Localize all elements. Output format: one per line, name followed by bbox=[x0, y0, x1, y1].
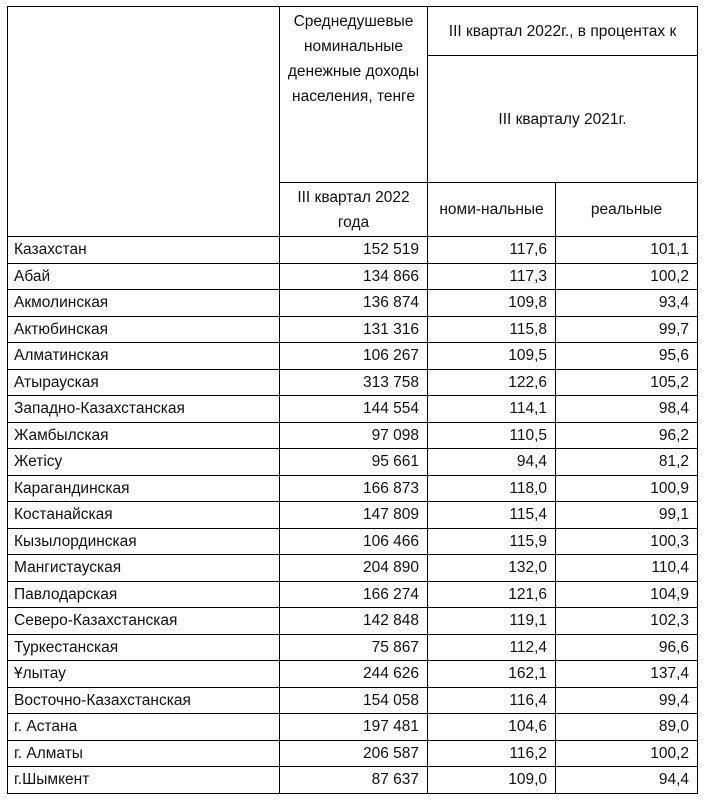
income-cell: 244 626 bbox=[280, 661, 428, 688]
table-row bbox=[8, 263, 698, 290]
table-row bbox=[8, 237, 698, 264]
income-cell: 142 848 bbox=[280, 608, 428, 635]
income-period-header: III квартал 2022 года bbox=[280, 183, 428, 237]
comparison-base-header: III кварталу 2021г. bbox=[428, 56, 698, 183]
table-row bbox=[8, 555, 698, 582]
income-cell: 166 873 bbox=[280, 475, 428, 502]
table-body bbox=[8, 237, 698, 794]
table-row bbox=[8, 449, 698, 476]
income-cell: 147 809 bbox=[280, 502, 428, 529]
nominal-cell: 114,1 bbox=[428, 396, 556, 423]
income-header: Среднедушевые номинальные денежные доходы населения, тенге bbox=[280, 7, 428, 183]
region-cell: г. Алматы bbox=[8, 740, 280, 767]
nominal-cell: 112,4 bbox=[428, 634, 556, 661]
table-row bbox=[8, 634, 698, 661]
real-cell: 102,3 bbox=[556, 608, 698, 635]
nominal-cell: 117,6 bbox=[428, 237, 556, 264]
region-cell: Мангистауская bbox=[8, 555, 280, 582]
real-cell: 98,4 bbox=[556, 396, 698, 423]
real-cell: 137,4 bbox=[556, 661, 698, 688]
income-cell: 106 267 bbox=[280, 343, 428, 370]
real-cell: 100,2 bbox=[556, 740, 698, 767]
nominal-cell: 104,6 bbox=[428, 714, 556, 741]
real-header: реальные bbox=[556, 183, 698, 237]
income-cell: 134 866 bbox=[280, 263, 428, 290]
income-cell: 97 098 bbox=[280, 422, 428, 449]
nominal-cell: 110,5 bbox=[428, 422, 556, 449]
region-cell: Казахстан bbox=[8, 237, 280, 264]
income-cell: 87 637 bbox=[280, 767, 428, 794]
table-row bbox=[8, 740, 698, 767]
income-cell: 144 554 bbox=[280, 396, 428, 423]
nominal-cell: 94,4 bbox=[428, 449, 556, 476]
region-cell: Карагандинская bbox=[8, 475, 280, 502]
nominal-header: номи-нальные bbox=[428, 183, 556, 237]
real-cell: 99,1 bbox=[556, 502, 698, 529]
table-row bbox=[8, 661, 698, 688]
table-row bbox=[8, 714, 698, 741]
real-cell: 96,6 bbox=[556, 634, 698, 661]
nominal-cell: 109,8 bbox=[428, 290, 556, 317]
region-cell: Алматинская bbox=[8, 343, 280, 370]
table-row bbox=[8, 528, 698, 555]
region-cell: Кызылординская bbox=[8, 528, 280, 555]
income-cell: 106 466 bbox=[280, 528, 428, 555]
region-cell: Восточно-Казахстанская bbox=[8, 687, 280, 714]
real-cell: 95,6 bbox=[556, 343, 698, 370]
nominal-cell: 121,6 bbox=[428, 581, 556, 608]
table-row bbox=[8, 422, 698, 449]
nominal-cell: 115,4 bbox=[428, 502, 556, 529]
nominal-cell: 109,0 bbox=[428, 767, 556, 794]
region-cell: Северо-Казахстанская bbox=[8, 608, 280, 635]
table-row bbox=[8, 581, 698, 608]
income-cell: 152 519 bbox=[280, 237, 428, 264]
nominal-cell: 109,5 bbox=[428, 343, 556, 370]
nominal-cell: 116,2 bbox=[428, 740, 556, 767]
nominal-cell: 132,0 bbox=[428, 555, 556, 582]
table-row bbox=[8, 687, 698, 714]
region-cell: Атырауская bbox=[8, 369, 280, 396]
real-cell: 104,9 bbox=[556, 581, 698, 608]
table-row bbox=[8, 369, 698, 396]
income-table bbox=[7, 6, 698, 794]
income-cell: 313 758 bbox=[280, 369, 428, 396]
real-cell: 96,2 bbox=[556, 422, 698, 449]
region-cell: Ұлытау bbox=[8, 661, 280, 688]
region-cell: г.Шымкент bbox=[8, 767, 280, 794]
nominal-cell: 122,6 bbox=[428, 369, 556, 396]
region-cell: Туркестанская bbox=[8, 634, 280, 661]
real-cell: 101,1 bbox=[556, 237, 698, 264]
nominal-cell: 119,1 bbox=[428, 608, 556, 635]
nominal-cell: 115,8 bbox=[428, 316, 556, 343]
table-row bbox=[8, 316, 698, 343]
income-cell: 204 890 bbox=[280, 555, 428, 582]
real-cell: 89,0 bbox=[556, 714, 698, 741]
table-row bbox=[8, 290, 698, 317]
region-cell: Костанайская bbox=[8, 502, 280, 529]
table-row bbox=[8, 396, 698, 423]
income-cell: 75 867 bbox=[280, 634, 428, 661]
table-row bbox=[8, 502, 698, 529]
region-cell: Абай bbox=[8, 263, 280, 290]
region-cell: Жамбылская bbox=[8, 422, 280, 449]
real-cell: 99,7 bbox=[556, 316, 698, 343]
income-cell: 95 661 bbox=[280, 449, 428, 476]
real-cell: 93,4 bbox=[556, 290, 698, 317]
table-row bbox=[8, 608, 698, 635]
table-container bbox=[7, 6, 698, 794]
nominal-cell: 116,4 bbox=[428, 687, 556, 714]
header-empty-cell bbox=[8, 7, 280, 237]
table-row bbox=[8, 767, 698, 794]
nominal-cell: 117,3 bbox=[428, 263, 556, 290]
real-cell: 110,4 bbox=[556, 555, 698, 582]
region-cell: Жетісу bbox=[8, 449, 280, 476]
nominal-cell: 162,1 bbox=[428, 661, 556, 688]
income-cell: 206 587 bbox=[280, 740, 428, 767]
real-cell: 99,4 bbox=[556, 687, 698, 714]
real-cell: 81,2 bbox=[556, 449, 698, 476]
nominal-cell: 118,0 bbox=[428, 475, 556, 502]
nominal-cell: 115,9 bbox=[428, 528, 556, 555]
real-cell: 100,2 bbox=[556, 263, 698, 290]
region-cell: Актюбинская bbox=[8, 316, 280, 343]
period-group-header: III квартал 2022г., в процентах к bbox=[428, 7, 698, 56]
region-cell: Акмолинская bbox=[8, 290, 280, 317]
real-cell: 94,4 bbox=[556, 767, 698, 794]
income-cell: 131 316 bbox=[280, 316, 428, 343]
income-cell: 166 274 bbox=[280, 581, 428, 608]
table-row bbox=[8, 475, 698, 502]
real-cell: 100,9 bbox=[556, 475, 698, 502]
region-cell: Павлодарская bbox=[8, 581, 280, 608]
region-cell: Западно-Казахстанская bbox=[8, 396, 280, 423]
income-cell: 154 058 bbox=[280, 687, 428, 714]
real-cell: 100,3 bbox=[556, 528, 698, 555]
income-cell: 197 481 bbox=[280, 714, 428, 741]
income-cell: 136 874 bbox=[280, 290, 428, 317]
real-cell: 105,2 bbox=[556, 369, 698, 396]
table-header bbox=[8, 7, 698, 237]
region-cell: г. Астана bbox=[8, 714, 280, 741]
table-row bbox=[8, 343, 698, 370]
